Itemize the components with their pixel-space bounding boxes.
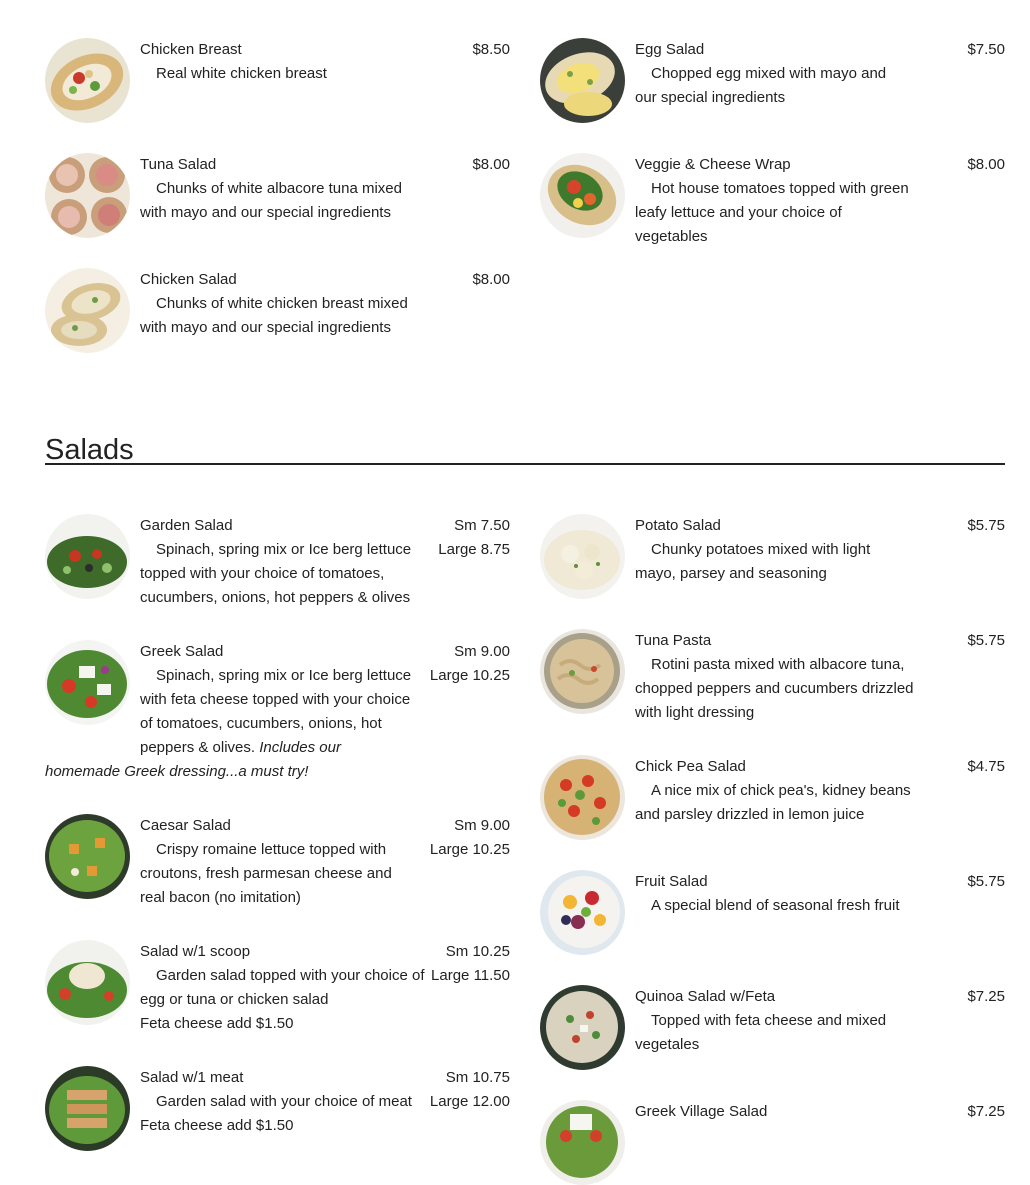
item-name: Caesar Salad bbox=[140, 817, 231, 834]
fruit-salad-photo bbox=[540, 870, 625, 955]
feta-addon-note: Feta cheese add $1.50 bbox=[140, 1015, 294, 1032]
chicken-breast-photo bbox=[45, 38, 130, 123]
item-description: Chopped egg mixed with mayo and our special ingredients bbox=[635, 65, 887, 106]
item-name: Greek Village Salad bbox=[635, 1103, 768, 1120]
item-price-large: Large 10.25 bbox=[429, 841, 510, 858]
item-description: Hot house tomatoes topped with green leafy lettuce and your choice of vegetables bbox=[635, 180, 909, 245]
item-price: $5.75 bbox=[967, 517, 1005, 534]
greek-village-salad-photo bbox=[540, 1100, 625, 1185]
salads-section-title: Salads bbox=[45, 428, 1005, 465]
item-name: Chicken Salad bbox=[140, 271, 237, 288]
item-description: Crispy romaine lettuce topped with croutons, fresh parmesan cheese and real bacon (no imitation) bbox=[140, 841, 392, 906]
item-price: $7.50 bbox=[967, 41, 1005, 58]
item-price: $7.25 bbox=[967, 1103, 1005, 1120]
garden-salad-photo bbox=[45, 514, 130, 599]
item-price: $8.50 bbox=[472, 41, 510, 58]
item-price-large: Large 12.00 bbox=[429, 1093, 510, 1110]
item-description: Spinach, spring mix or Ice berg lettuce with feta cheese topped with your choice of tomatoes, cucumbers, onions, hot peppers & olives. Includes our homemade Greek dressing...a must try! bbox=[45, 667, 412, 780]
item-description: A nice mix of chick pea's, kidney beans and parsley drizzled in lemon juice bbox=[635, 782, 911, 823]
item-price: $5.75 bbox=[967, 873, 1005, 890]
item-name: Tuna Pasta bbox=[635, 632, 712, 649]
item-price-small: Sm 9.00 bbox=[454, 817, 510, 834]
item-name: Greek Salad bbox=[140, 643, 224, 660]
veggie-cheese-wrap-photo bbox=[540, 153, 625, 238]
tuna-pasta-photo bbox=[540, 629, 625, 714]
item-name: Chicken Breast bbox=[140, 41, 242, 58]
caesar-salad-photo bbox=[45, 814, 130, 899]
item-description: Garden salad topped with your choice of egg or tuna or chicken salad Feta cheese add $1.50 bbox=[140, 967, 425, 1032]
item-name: Salad w/1 meat bbox=[140, 1069, 244, 1086]
item-price: $4.75 bbox=[967, 758, 1005, 775]
item-price-large: Large 11.50 bbox=[431, 967, 510, 984]
item-price: $7.25 bbox=[967, 988, 1005, 1005]
tuna-salad-photo bbox=[45, 153, 130, 238]
potato-salad-photo bbox=[540, 514, 625, 599]
chick-pea-salad-photo bbox=[540, 755, 625, 840]
feta-addon-note: Feta cheese add $1.50 bbox=[140, 1117, 294, 1134]
item-description: Chunks of white chicken breast mixed with mayo and our special ingredients bbox=[140, 295, 408, 336]
item-price-small: Sm 10.25 bbox=[445, 943, 510, 960]
item-price-large: Large 10.25 bbox=[429, 667, 510, 684]
egg-salad-photo bbox=[540, 38, 625, 123]
item-description: A special blend of seasonal fresh fruit bbox=[651, 897, 900, 914]
item-description: Chunky potatoes mixed with light mayo, parsey and seasoning bbox=[635, 541, 871, 582]
item-name: Quinoa Salad w/Feta bbox=[635, 988, 776, 1005]
item-name: Fruit Salad bbox=[635, 873, 708, 890]
salad-meat-photo bbox=[45, 1066, 130, 1151]
item-description: Spinach, spring mix or Ice berg lettuce topped with your choice of tomatoes, cucumbers, onions, hot peppers & olives bbox=[140, 541, 412, 606]
item-price: $8.00 bbox=[472, 156, 510, 173]
item-name: Potato Salad bbox=[635, 517, 721, 534]
item-price-small: Sm 7.50 bbox=[454, 517, 510, 534]
chicken-salad-photo bbox=[45, 268, 130, 353]
item-description: Chunks of white albacore tuna mixed with mayo and our special ingredients bbox=[140, 180, 402, 221]
item-name: Salad w/1 scoop bbox=[140, 943, 251, 960]
item-price-small: Sm 9.00 bbox=[454, 643, 510, 660]
item-description: Topped with feta cheese and mixed vegetales bbox=[635, 1012, 887, 1053]
item-description: Garden salad with your choice of meat Feta cheese add $1.50 bbox=[140, 1093, 412, 1134]
item-name: Garden Salad bbox=[140, 517, 233, 534]
item-description: Real white chicken breast bbox=[156, 65, 327, 82]
item-price: $8.00 bbox=[967, 156, 1005, 173]
item-price-small: Sm 10.75 bbox=[445, 1069, 510, 1086]
item-name: Chick Pea Salad bbox=[635, 758, 746, 775]
item-price-large: Large 8.75 bbox=[438, 541, 510, 558]
salad-scoop-photo bbox=[45, 940, 130, 1025]
item-price: $5.75 bbox=[967, 632, 1005, 649]
item-description: Rotini pasta mixed with albacore tuna, chopped peppers and cucumbers drizzled with light dressing bbox=[635, 656, 914, 721]
item-name: Veggie & Cheese Wrap bbox=[635, 156, 791, 173]
item-price: $8.00 bbox=[472, 271, 510, 288]
item-name: Egg Salad bbox=[635, 41, 705, 58]
greek-dressing-note: Includes our homemade Greek dressing...a must try! bbox=[45, 739, 341, 780]
quinoa-salad-photo bbox=[540, 985, 625, 1070]
item-name: Tuna Salad bbox=[140, 156, 217, 173]
